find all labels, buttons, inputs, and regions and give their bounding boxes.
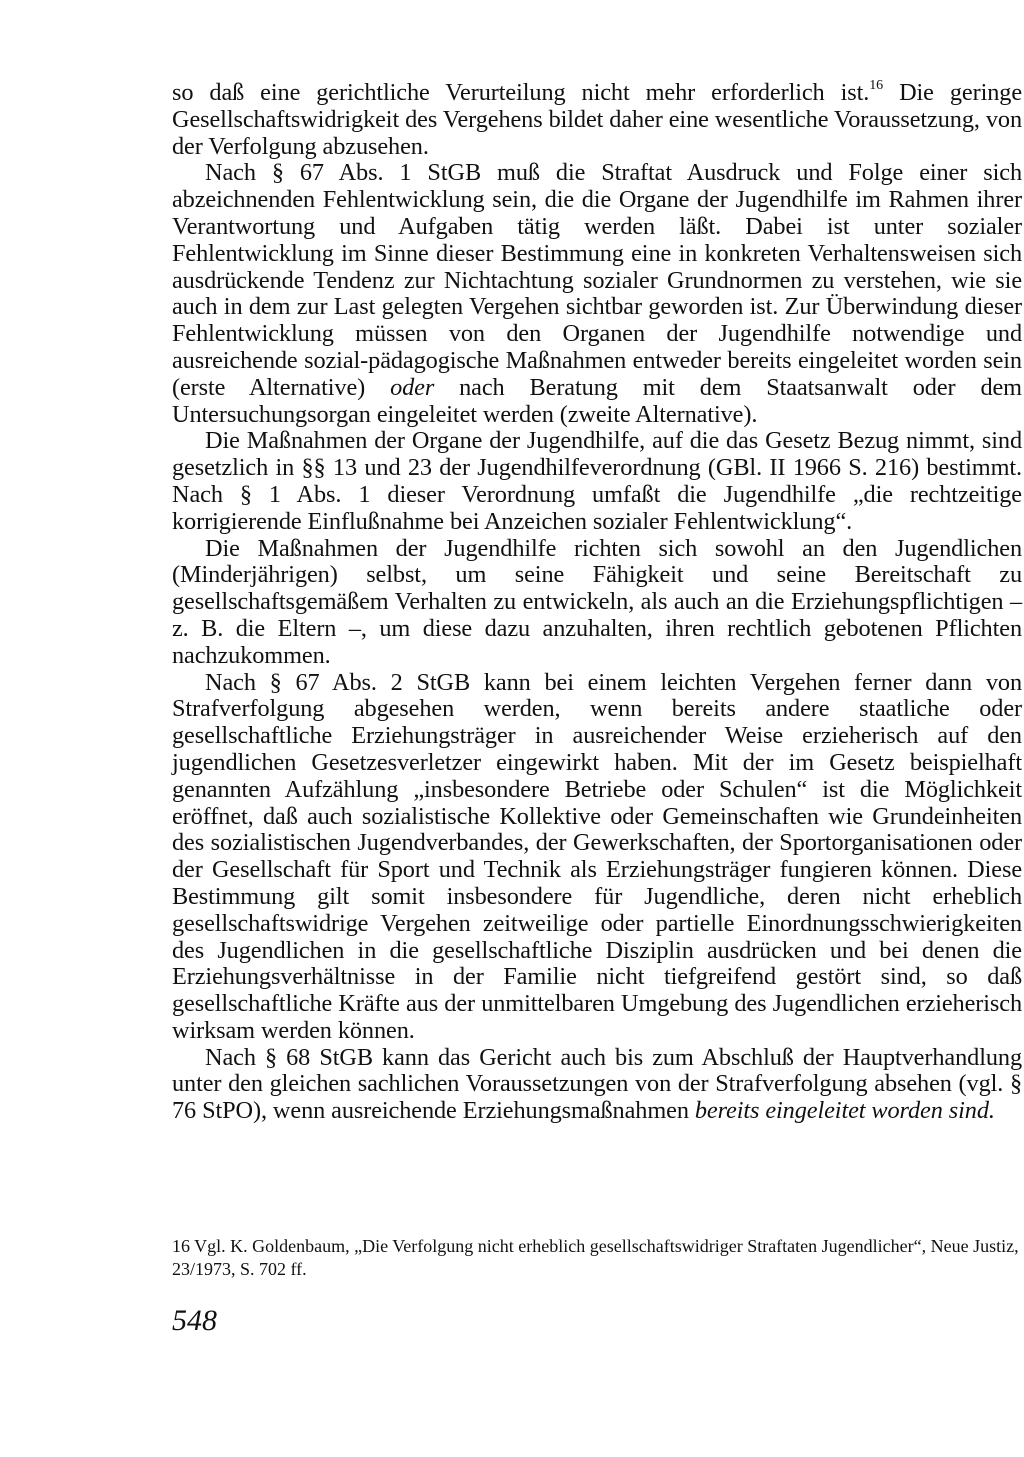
- emphasis: oder: [390, 373, 435, 401]
- page-number: 548: [172, 1304, 217, 1337]
- paragraph: [172, 77, 1023, 160]
- page-body: [172, 77, 1023, 1125]
- paragraph: [172, 160, 1022, 428]
- paragraph: [172, 670, 1022, 1045]
- text-run: so daß eine gerichtliche Verurteilung nicht mehr erforderlich ist.: [172, 79, 870, 106]
- paragraph: [172, 536, 1022, 670]
- footnote-ref: 16: [869, 77, 884, 93]
- paragraph: [172, 428, 1022, 535]
- text-run: Die Maßnahmen der Jugendhilfe richten sich sowohl an den Jugendlichen (Minderjährigen) selbst, um seine Fähigkeit und seine Bereitschaft zu gesellschaftsgemäßem Verhalten zu entwickeln, als auch an die Erziehungspflichtigen – z. B. die Eltern –, um diese dazu anzuhalten, ihren rechtlich gebotenen Pflichten nachzukommen.: [172, 534, 1022, 669]
- text-run: Nach § 67 Abs. 1 StGB muß die Straftat Ausdruck und Folge einer sich abzeichnenden Fehlentwicklung sein, die die Organe der Jugendhilfe im Rahmen ihrer Verantwortung und Aufgaben tätig werden läßt. Dabei ist unter sozialer Fehlentwicklung im Sinne dieser Bestimmung eine in konkreten Verhaltensweisen sich ausdrückende Tendenz zur Nichtachtung sozialer Grundnormen zu verstehen, wie sie auch in dem zur Last gelegten Vergehen sichtbar geworden ist. Zur Überwindung dieser Fehlentwicklung müssen von den Organen der Jugendhilfe notwendige und ausreichende sozial-pädagogische Maßnahmen entweder bereits eingeleitet worden sein (erste Alternative): [172, 159, 1022, 401]
- paragraph: [172, 1045, 1022, 1125]
- text-run: Nach § 67 Abs. 2 StGB kann bei einem leichten Vergehen ferner dann von Strafverfolgung abgesehen werden, wenn bereits andere staatliche oder gesellschaftliche Erziehungsträger in ausreichender Weise erzieherisch auf den jugendlichen Gesetzesverletzer eingewirkt haben. Mit der im Gesetz beispielhaft genannten Aufzählung „insbesondere Betriebe oder Schulen“ ist die Möglichkeit eröffnet, daß auch sozialistische Kollektive oder Gemeinschaften wie Grundeinheiten des sozialistischen Jugendverbandes, der Gewerkschaften, der Sportorganisationen oder der Gesellschaft für Sport und Technik als Erziehungsträger fungieren können. Diese Bestimmung gilt somit insbesondere für Jugendliche, deren nicht erheblich gesellschaftswidrige Vergehen zeitweilige oder partielle Einordnungsschwierigkeiten des Jugendlichen in die gesellschaftliche Disziplin ausdrücken und bei denen die Erziehungsverhältnisse in der Familie nicht tiefgreifend gestört sind, so daß gesellschaftliche Kräfte aus der unmittelbaren Umgebung des Jugendlichen erzieherisch wirksam werden können.: [172, 668, 1022, 1044]
- text-run: Nach § 68 StGB kann das Gericht auch bis zum Abschluß der Hauptverhandlung unter den gleichen sachlichen Voraussetzungen von der Strafverfolgung absehen (vgl. § 76 StPO), wenn ausreichende Erziehungsmaßnahmen: [172, 1043, 1022, 1125]
- emphasis: bereits eingeleitet worden sind.: [694, 1097, 995, 1125]
- text-run: nach Beratung mit dem Staatsanwalt oder dem Untersuchungsorgan eingeleitet werden (zweite Alternative).: [172, 373, 1022, 428]
- footnote-16: 16 Vgl. K. Goldenbaum, „Die Verfolgung nicht erheblich gesellschaftswidriger Straftaten Jugendlicher“, Neue Justiz, 23/1973, S. 702 ff.: [172, 1236, 1019, 1279]
- text-run: Die geringe Gesellschaftswidrigkeit des Vergehens bildet daher eine wesentliche Voraussetzung, von der Verfolgung abzusehen.: [172, 79, 1023, 160]
- text-run: Die Maßnahmen der Organe der Jugendhilfe, auf die das Gesetz Bezug nimmt, sind gesetzlich in §§ 13 und 23 der Jugendhilfeverordnung (GBl. II 1966 S. 216) bestimmt. Nach § 1 Abs. 1 dieser Verordnung umfaßt die Jugendhilfe „die rechtzeitige korrigierende Einflußnahme bei Anzeichen sozialer Fehlentwicklung“.: [172, 427, 1022, 535]
